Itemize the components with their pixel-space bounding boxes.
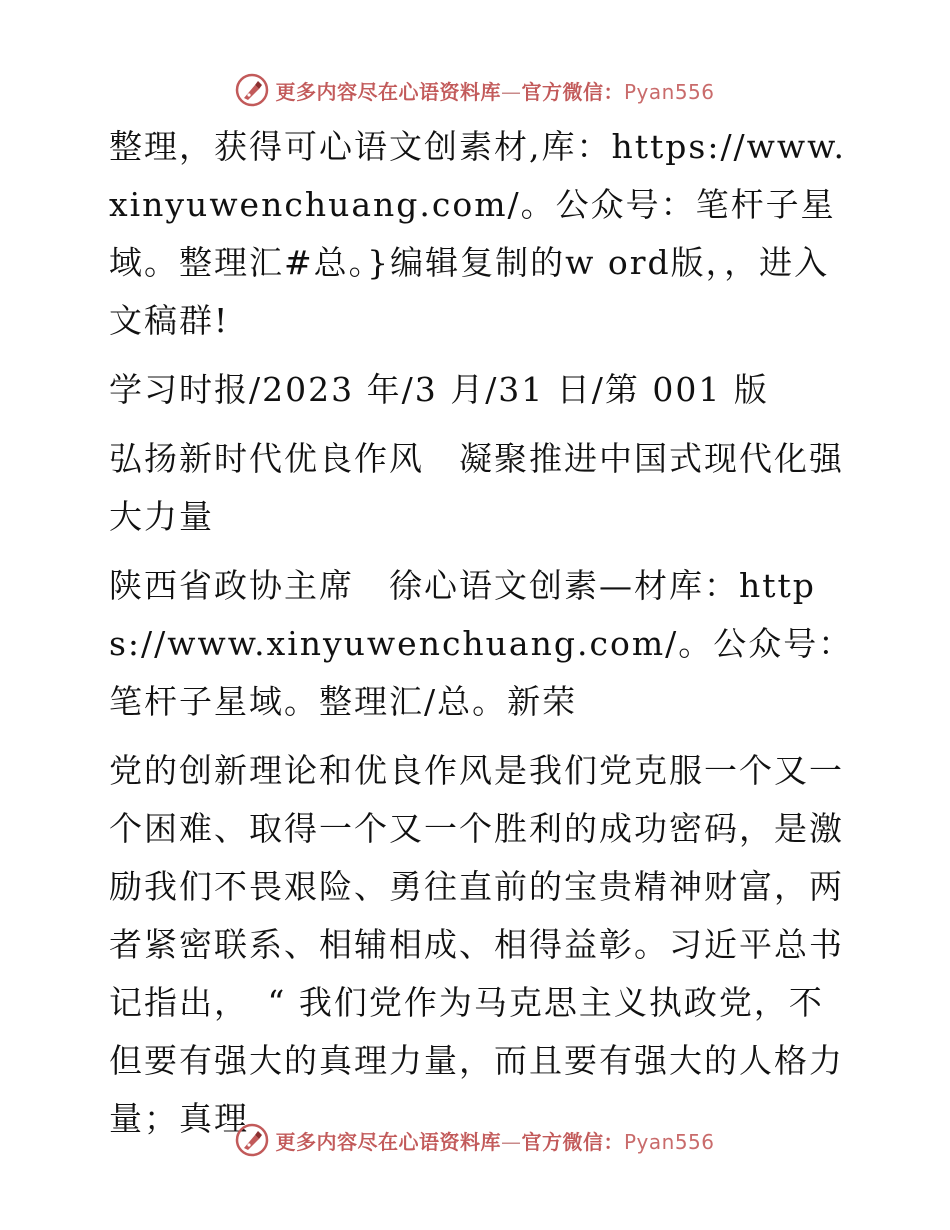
footer-banner-text [275, 1126, 714, 1155]
intro-paragraph: 整理，获得可心语文创素材,库：https://www.xinyuwenchuang.com/。公众号：笔杆子星域。整理汇#总。}编辑复制的w ord版，，进入文稿群! [109, 127, 846, 340]
footer-watermark-banner [0, 1118, 950, 1162]
footer-banner-main: 更多内容尽在心语资料库 [275, 1129, 501, 1154]
source-line: 学习时报/2023 年/3 月/31 日/第 001 版 [109, 370, 769, 409]
header-banner-account-label: 官方微信： [521, 79, 624, 104]
header-banner-text [275, 76, 714, 105]
body-paragraph: 党的创新理论和优良作风是我们党克服一个又一个困难、取得一个又一个胜利的成功密码，是激励我们不畏艰险、勇往直前的宝贵精神财富，两者紧密联系、相辅相成、相得益彰。习近平总书记指出， “ 我们党作为马克思主义执政党，不但要有强大的真理力量，而且要有强大的人格力量；真理 [109, 751, 844, 1138]
article-title: 弘扬新时代优良作风 凝聚推进中国式现代化强大力量 [109, 439, 844, 536]
header-banner-main: 更多内容尽在心语资料库 [275, 79, 501, 104]
pen-nib-logo-icon [235, 73, 269, 107]
footer-banner-account-label: 官方微信： [521, 1129, 624, 1154]
header-watermark-banner [0, 68, 950, 112]
header-banner-account-id: Pyan556 [623, 79, 715, 104]
author-line: 陕西省政协主席 徐心语文创素—材库：https://www.xinyuwenchuang.com/。公众号：笔杆子星域。整理汇/总。新荣 [109, 566, 854, 721]
document-body [98, 118, 858, 1159]
footer-banner-account-id: Pyan556 [623, 1129, 715, 1154]
pen-nib-logo-icon [235, 1123, 269, 1157]
header-banner-separator: — [500, 79, 522, 104]
footer-banner-separator: — [500, 1129, 522, 1154]
